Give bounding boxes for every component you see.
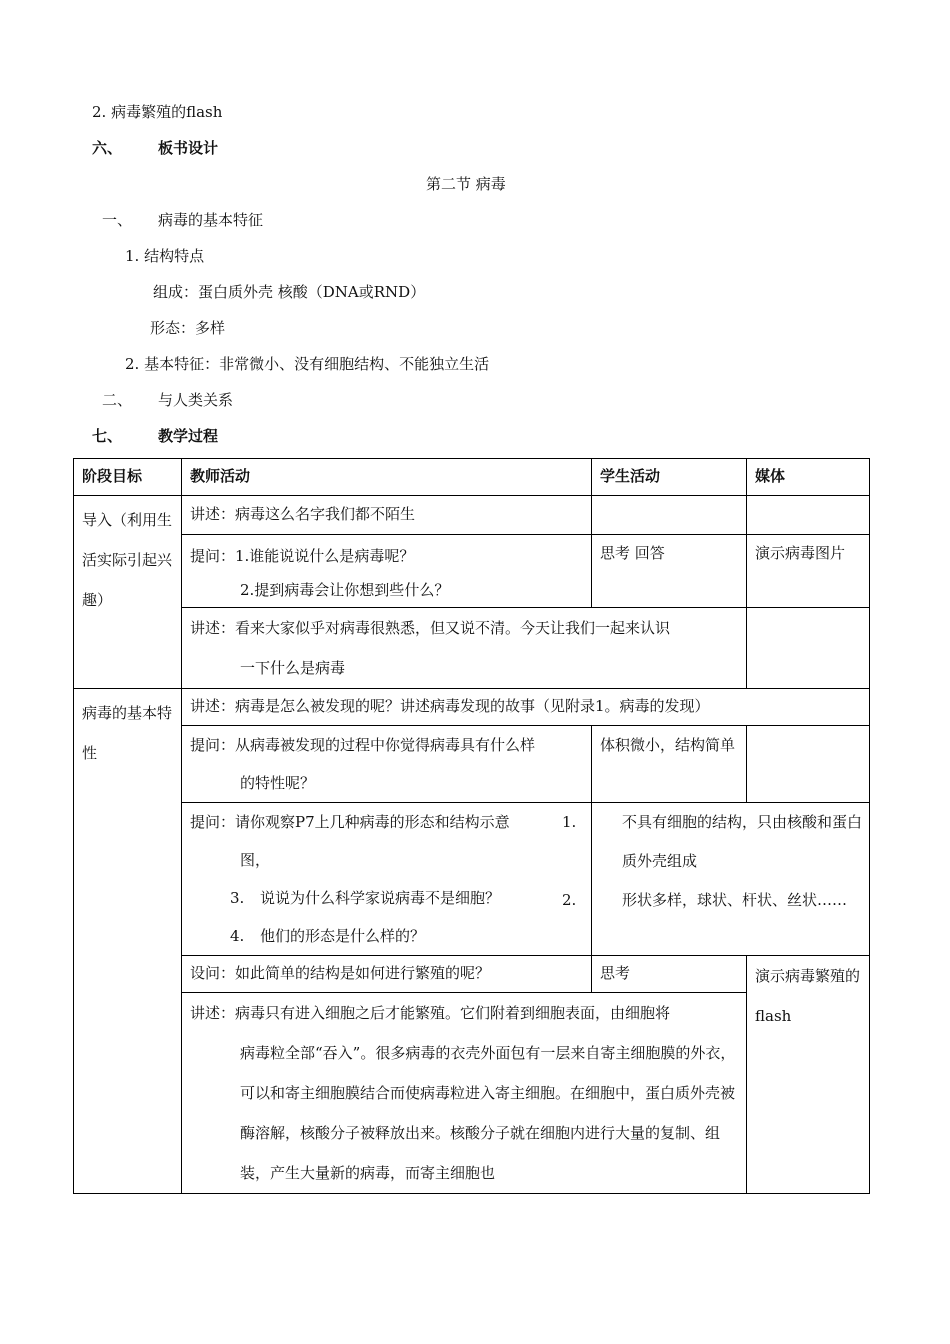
student-activity bbox=[592, 496, 747, 535]
media-cell bbox=[747, 496, 870, 535]
board-form: 形态：多样 bbox=[150, 319, 226, 337]
teacher-subquestion-4 bbox=[190, 917, 585, 955]
stage-basic-features: 病毒的基本特性 bbox=[74, 689, 182, 1194]
student-answer-1 bbox=[562, 803, 863, 881]
teacher-question-line-1: 提问：从病毒被发现的过程中你觉得病毒具有什么样 bbox=[190, 736, 536, 754]
section-7-number: 七、 bbox=[92, 427, 123, 445]
board-subpoint-2: 2. 基本特征：非常微小、没有细胞结构、不能独立生活 bbox=[125, 355, 490, 373]
teacher-question-line-1: 提问：请你观察P7上几种病毒的形态和结构示意 bbox=[190, 813, 510, 831]
board-title: 第二节 病毒 bbox=[426, 175, 506, 193]
header-stage-goal: 阶段目标 bbox=[74, 459, 182, 496]
subquestion-3-text: 说说为什么科学家说病毒不是细胞？ bbox=[260, 889, 501, 907]
table-row bbox=[74, 535, 870, 608]
answer-2-text: 形状多样，球状、杆状、丝状…… bbox=[622, 891, 848, 909]
answer-1-text: 不具有细胞的结构，只由核酸和蛋白质外壳组成 bbox=[622, 813, 863, 870]
stage-intro: 导入（利用生活实际引起兴趣） bbox=[74, 496, 182, 689]
teacher-activity: 讲述：病毒是怎么被发现的呢？讲述病毒发现的故事（见附录1。病毒的发现） bbox=[182, 689, 870, 726]
header-student-activity: 学生活动 bbox=[592, 459, 747, 496]
subquestion-4-text: 他们的形态是什么样的？ bbox=[260, 927, 426, 945]
teacher-activity bbox=[182, 726, 592, 803]
board-point-2: 与人类关系 bbox=[158, 391, 234, 409]
section-6-title: 板书设计 bbox=[158, 139, 219, 157]
table-row bbox=[74, 496, 870, 535]
teacher-activity: 讲述：病毒这么名字我们都不陌生 bbox=[182, 496, 592, 535]
teacher-activity bbox=[182, 803, 592, 956]
table-row bbox=[74, 956, 870, 993]
student-activity: 体积微小，结构简单 bbox=[592, 726, 747, 803]
board-point-2-number: 二、 bbox=[102, 391, 133, 409]
answer-1-number: 1. bbox=[562, 813, 577, 831]
board-point-1-number: 一、 bbox=[102, 211, 133, 229]
teacher-question-line-2: 的特性呢？ bbox=[240, 774, 316, 792]
teacher-statement-line-1: 讲述：病毒只有进入细胞之后才能繁殖。它们附着到细胞表面，由细胞将 bbox=[190, 1004, 671, 1022]
teacher-question-2: 2.提到病毒会让你想到些什么？ bbox=[240, 581, 450, 599]
teacher-statement-line-1: 讲述：看来大家似乎对病毒很熟悉，但又说不清。今天让我们一起来认识 bbox=[190, 619, 671, 637]
board-subpoint-1: 1. 结构特点 bbox=[125, 247, 205, 265]
teacher-activity bbox=[182, 608, 747, 689]
header-media: 媒体 bbox=[747, 459, 870, 496]
answer-2-number: 2. bbox=[562, 891, 577, 909]
table-row bbox=[74, 689, 870, 726]
table-row bbox=[74, 608, 870, 689]
teacher-subquestion-3 bbox=[190, 879, 585, 917]
media-cell: 演示病毒繁殖的flash bbox=[747, 956, 870, 1194]
teacher-question-line-2: 图， bbox=[240, 851, 271, 869]
teacher-statement-line-2: 一下什么是病毒 bbox=[240, 659, 346, 677]
student-activity: 思考 bbox=[592, 956, 747, 993]
media-cell bbox=[747, 608, 870, 689]
subquestion-3-number: 3. bbox=[230, 889, 245, 907]
table-row bbox=[74, 726, 870, 803]
teacher-statement-continued: 病毒粒全部“吞入”。很多病毒的衣壳外面包有一层来自寄主细胞膜的外衣，可以和寄主细胞膜结合而使病毒粒进入寄主细胞。在细胞中，蛋白质外壳被酶溶解，核酸分子被释放出来。核酸分子就在细胞内进行大量的复制、组装，产生大量新的病毒，而寄主细胞也 bbox=[240, 1044, 736, 1182]
list-item-2: 2. 病毒繁殖的flash bbox=[92, 103, 223, 121]
subquestion-4-number: 4. bbox=[230, 927, 245, 945]
table-header-row bbox=[74, 459, 870, 496]
section-7-title: 教学过程 bbox=[158, 427, 219, 445]
media-cell: 演示病毒图片 bbox=[747, 535, 870, 608]
section-6-number: 六、 bbox=[92, 139, 123, 157]
teacher-activity bbox=[182, 535, 592, 608]
media-cell bbox=[747, 726, 870, 803]
table-row bbox=[74, 803, 870, 956]
teacher-activity: 设问：如此简单的结构是如何进行繁殖的呢？ bbox=[182, 956, 592, 993]
header-teacher-activity: 教师活动 bbox=[182, 459, 592, 496]
board-composition: 组成：蛋白质外壳 核酸（DNA或RND） bbox=[153, 283, 426, 301]
teacher-question-1: 提问：1.谁能说说什么是病毒呢？ bbox=[190, 547, 415, 565]
board-point-1: 病毒的基本特征 bbox=[158, 211, 264, 229]
teacher-activity bbox=[182, 993, 747, 1194]
lesson-process-table bbox=[73, 458, 870, 1194]
student-answer-2 bbox=[562, 881, 863, 920]
student-activity bbox=[562, 803, 870, 956]
student-activity: 思考 回答 bbox=[592, 535, 747, 608]
